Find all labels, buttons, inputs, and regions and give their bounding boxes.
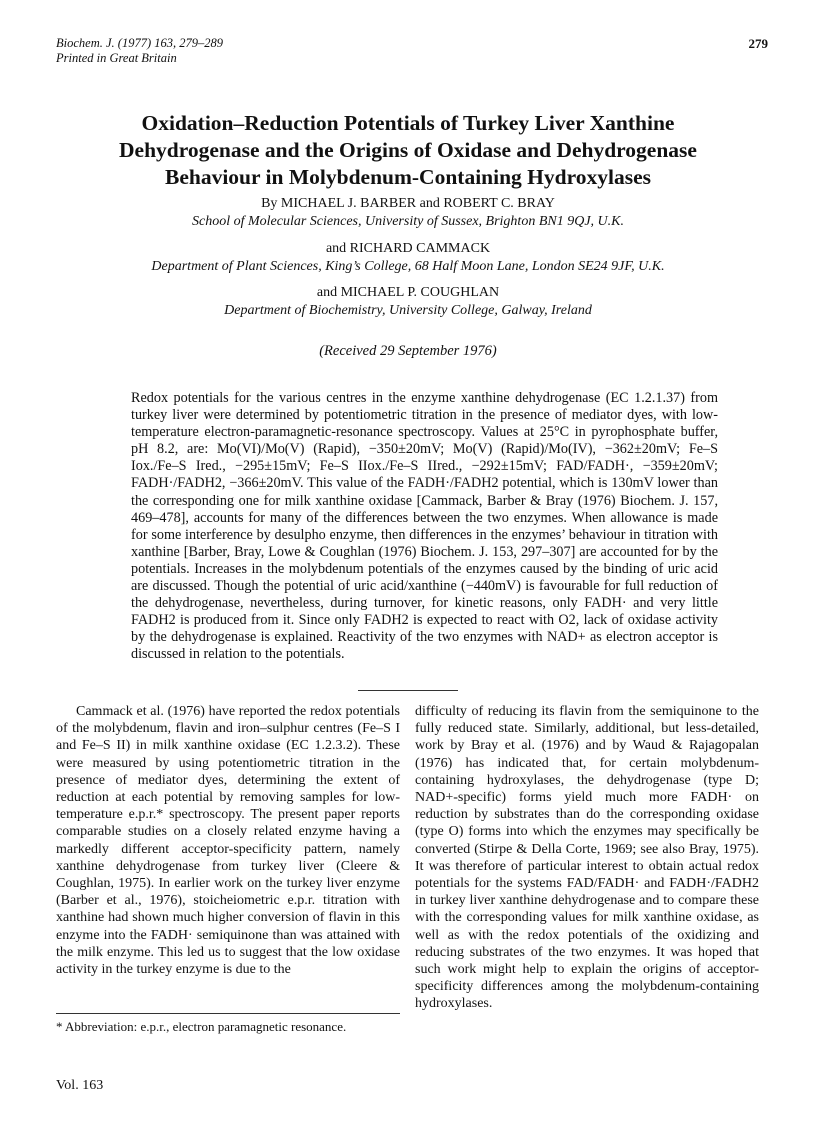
- author-line-1: By MICHAEL J. BARBER and ROBERT C. BRAY: [261, 196, 555, 211]
- journal-citation: [56, 36, 223, 66]
- footnote: * Abbreviation: e.p.r., electron paramagnetic resonance.: [56, 1019, 347, 1034]
- title-line-2: Dehydrogenase and the Origins of Oxidase and Dehydrogenase: [119, 138, 697, 162]
- author-line-2: and RICHARD CAMMACK: [325, 241, 491, 256]
- title-line-1: Oxidation–Reduction Potentials of Turkey Liver Xanthine: [141, 111, 675, 135]
- abstract-text: Redox potentials for the various centres in the enzyme xanthine dehydrogenase (EC 1.2.1.37) from turkey liver were determined by potentiometric titration in the presence of mediator dyes, with low-temperature electron-paramagnetic-resonance spectroscopy. Values at 25°C in pyrophosphate buffer, pH 8.2, are: Mo(VI)/Mo(V) (Rapid), −350±20mV; Mo(V) (Rapid)/Mo(IV), −362±20mV; Fe–S Iox./Fe–S Ired., −295±15mV; Fe–S IIox./Fe–S IIred., −292±15mV; FAD/FADH·, −359±20mV; FADH·/FADH2, −366±20mV. This value of the FADH·/FADH2 potential, which is 130mV lower than the corresponding one for milk xanthine oxidase [Cammack, Barber & Bray (1976) Biochem. J. 157, 469–478], accounts for many of the differences between the two enzymes. When allowance is made for some interference by desulpho enzyme, then differences in the enzymes’ behaviour in titration with xanthine [Barber, Bray, Lowe & Coughlan (1976) Biochem. J. 153, 297–307] are accounted for by the potentials. Increases in the molybdenum potentials of the enzymes caused by the binding of uric acid are discussed. Though the potential of uric acid/xanthine (−440mV) is favourable for full reduction of the dehydrogenase, nevertheless, during turnover, for kinetic reasons, only FADH· and very little FADH2 is produced from it. Since only FADH2 is expected to react with O2, lack of oxidase activity by the dehydrogenase is explained. Reactivity of the two enzymes with NAD+ as electron acceptor is discussed in relation to the potentials.: [131, 390, 718, 663]
- affiliation-1: School of Molecular Sciences, University of Sussex, Brighton BN1 9QJ, U.K.: [192, 214, 624, 229]
- right-column-text: difficulty of reducing its flavin from the semiquinone to the fully reduced state. Similarly, additional, but less-detailed, work by Bray et al. (1976) and by Waud & Rajagopalan (1976) has indicated that, for certain molybdenum-containing hydroxylases, the dehydrogenase (type D; NAD+-specific) forms yield much more FADH· on reduction by substrates than do the corresponding oxidase (type O) forms into which the enzymes may specifically be converted (Stirpe & Della Corte, 1969; see also Bray, 1975). It was therefore of particular interest to obtain actual redox potentials for the systems FAD/FADH· and FADH·/FADH2 in turkey liver xanthine dehydrogenase and to compare these with the corresponding values for milk xanthine oxidase, as well as with the redox potentials of the oxidizing and reducing substrates of the two enzymes. It was hoped that such work might help to explain the origins of acceptor-specificity differences among the molybdenum-containing hydroxylases.: [415, 704, 759, 1012]
- citation-line-1: Biochem. J. (1977) 163, 279–289: [56, 36, 223, 50]
- left-column-text: Cammack et al. (1976) have reported the redox potentials of the molybdenum, flavin and iron–sulphur centres (Fe–S I and Fe–S II) in milk xanthine oxidase (EC 1.2.3.2). These were measured by using potentiometric titration in the presence of mediator dyes, determining the extent of reduction at each potential by removing samples for low-temperature e.p.r.* spectroscopy. The present paper reports comparable studies on a closely related enzyme having a markedly different acceptor-specificity pattern, namely xanthine dehydrogenase from turkey liver (Cleere & Coughlan, 1975). In earlier work on the turkey liver enzyme (Barber et al., 1976), stoicheiometric e.p.r. titration with xanthine had shown much higher conversion of flavin in this enzyme into the FADH· semiquinone than was attained with the milk enzyme. This led us to suggest that the low oxidase activity in the turkey enzyme is due to the: [56, 704, 400, 978]
- affiliation-3: Department of Biochemistry, University College, Galway, Ireland: [224, 303, 592, 318]
- article-title: [40, 110, 776, 191]
- citation-line-2: Printed in Great Britain: [56, 51, 177, 65]
- title-line-3: Behaviour in Molybdenum-Containing Hydroxylases: [164, 165, 652, 189]
- body-right-column: [415, 703, 759, 1013]
- received-date: (Received 29 September 1976): [319, 343, 497, 359]
- body-left-column: [56, 703, 400, 978]
- footnote-divider: [56, 1013, 400, 1014]
- page-number: 279: [748, 36, 768, 51]
- author-line-3: and MICHAEL P. COUGHLAN: [316, 285, 500, 300]
- section-divider: [358, 690, 458, 691]
- volume-label: Vol. 163: [56, 1078, 104, 1093]
- abstract: [131, 390, 718, 664]
- affiliation-2: Department of Plant Sciences, King’s College, 68 Half Moon Lane, London SE24 9JF, U.K.: [151, 259, 665, 274]
